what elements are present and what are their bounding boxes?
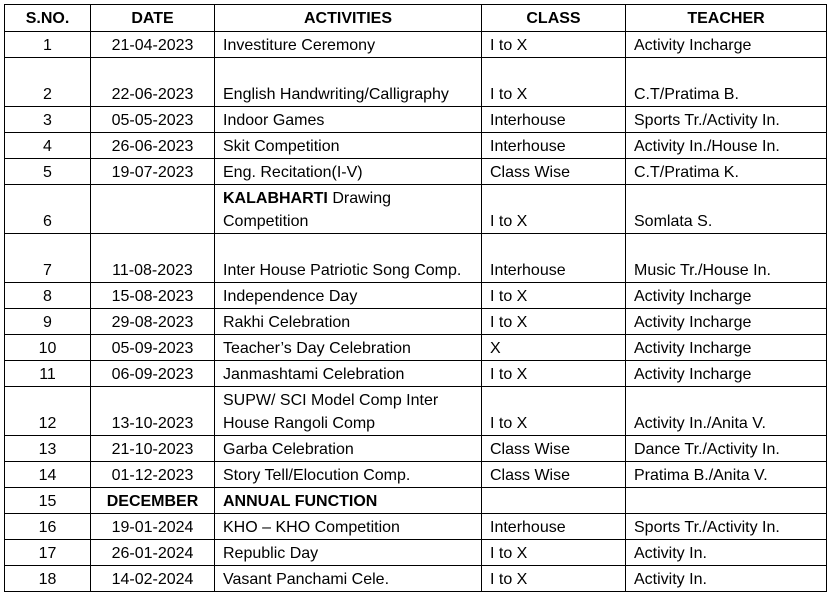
- activity-text: Inter House Patriotic Song Comp.: [223, 262, 462, 279]
- cell-teacher: Activity In.: [626, 540, 827, 566]
- cell-teacher: Somlata S.: [626, 185, 827, 234]
- cell-date: 19-01-2024: [91, 514, 215, 540]
- activity-text: Vasant Panchami Cele.: [223, 571, 390, 588]
- cell-date: 05-05-2023: [91, 107, 215, 133]
- cell-class: Interhouse: [482, 133, 626, 159]
- header-class: CLASS: [482, 5, 626, 32]
- header-sno: S.NO.: [5, 5, 91, 32]
- cell-activity: [215, 436, 482, 462]
- cell-sno: 10: [5, 335, 91, 361]
- cell-date: 05-09-2023: [91, 335, 215, 361]
- cell-sno: 3: [5, 107, 91, 133]
- cell-activity: [215, 58, 482, 107]
- cell-date: 11-08-2023: [91, 234, 215, 283]
- cell-date: 15-08-2023: [91, 283, 215, 309]
- cell-sno: 14: [5, 462, 91, 488]
- cell-date: 26-01-2024: [91, 540, 215, 566]
- cell-activity: [215, 234, 482, 283]
- cell-class: X: [482, 335, 626, 361]
- cell-teacher: [626, 488, 827, 514]
- header-date: DATE: [91, 5, 215, 32]
- cell-teacher: Sports Tr./Activity In.: [626, 514, 827, 540]
- activity-text: Drawing Competition: [223, 190, 392, 230]
- activity-text: Eng. Recitation(I-V): [223, 164, 363, 181]
- table-row: [5, 566, 827, 592]
- cell-date: 01-12-2023: [91, 462, 215, 488]
- cell-sno: 9: [5, 309, 91, 335]
- cell-date: DECEMBER: [91, 488, 215, 514]
- activity-text: English Handwriting/Calligraphy: [223, 86, 449, 103]
- cell-sno: 16: [5, 514, 91, 540]
- activity-text: Indoor Games: [223, 112, 325, 129]
- activity-calendar-table: [4, 4, 827, 592]
- cell-teacher: Activity In./House In.: [626, 133, 827, 159]
- cell-sno: 7: [5, 234, 91, 283]
- cell-activity: [215, 309, 482, 335]
- cell-date: 22-06-2023: [91, 58, 215, 107]
- table-row: [5, 361, 827, 387]
- cell-date: 29-08-2023: [91, 309, 215, 335]
- cell-date: 13-10-2023: [91, 387, 215, 436]
- header-teacher: TEACHER: [626, 5, 827, 32]
- cell-teacher: Activity Incharge: [626, 283, 827, 309]
- cell-teacher: Activity In.: [626, 566, 827, 592]
- cell-activity: [215, 32, 482, 58]
- cell-sno: 5: [5, 159, 91, 185]
- cell-class: Class Wise: [482, 436, 626, 462]
- activity-text: Garba Celebration: [223, 441, 354, 458]
- activity-text: SUPW/ SCI Model Comp Inter House Rangoli Comp: [223, 392, 439, 432]
- table-row: [5, 436, 827, 462]
- cell-date: [91, 185, 215, 234]
- cell-class: Class Wise: [482, 462, 626, 488]
- cell-teacher: Activity Incharge: [626, 32, 827, 58]
- activity-text: Republic Day: [223, 545, 319, 562]
- header-row: [5, 5, 827, 32]
- cell-class: I to X: [482, 58, 626, 107]
- cell-class: I to X: [482, 566, 626, 592]
- table-row: [5, 133, 827, 159]
- cell-date: 26-06-2023: [91, 133, 215, 159]
- cell-date: 21-10-2023: [91, 436, 215, 462]
- cell-class: [482, 488, 626, 514]
- cell-teacher: Music Tr./House In.: [626, 234, 827, 283]
- cell-date: 19-07-2023: [91, 159, 215, 185]
- cell-teacher: C.T/Pratima B.: [626, 58, 827, 107]
- table-row: [5, 32, 827, 58]
- cell-activity: [215, 540, 482, 566]
- activity-text: Janmashtami Celebration: [223, 366, 405, 383]
- cell-sno: 15: [5, 488, 91, 514]
- cell-date: 06-09-2023: [91, 361, 215, 387]
- cell-class: Interhouse: [482, 514, 626, 540]
- cell-teacher: Pratima B./Anita V.: [626, 462, 827, 488]
- cell-class: Interhouse: [482, 107, 626, 133]
- cell-sno: 1: [5, 32, 91, 58]
- table-row: [5, 309, 827, 335]
- table-row: [5, 283, 827, 309]
- cell-class: Interhouse: [482, 234, 626, 283]
- table-row: [5, 234, 827, 283]
- cell-activity: [215, 335, 482, 361]
- cell-activity: [215, 566, 482, 592]
- cell-teacher: Activity Incharge: [626, 361, 827, 387]
- cell-teacher: Sports Tr./Activity In.: [626, 107, 827, 133]
- cell-teacher: Dance Tr./Activity In.: [626, 436, 827, 462]
- cell-class: I to X: [482, 387, 626, 436]
- cell-teacher: Activity Incharge: [626, 335, 827, 361]
- activity-text: Rakhi Celebration: [223, 314, 351, 331]
- cell-activity: [215, 283, 482, 309]
- cell-sno: 18: [5, 566, 91, 592]
- table-row: [5, 159, 827, 185]
- table-row: [5, 107, 827, 133]
- cell-date: 21-04-2023: [91, 32, 215, 58]
- cell-date: 14-02-2024: [91, 566, 215, 592]
- activity-text: Independence Day: [223, 288, 358, 305]
- cell-class: Class Wise: [482, 159, 626, 185]
- cell-sno: 12: [5, 387, 91, 436]
- table-row: [5, 488, 827, 514]
- activity-bold-text: ANNUAL FUNCTION: [223, 493, 378, 510]
- cell-teacher: Activity In./Anita V.: [626, 387, 827, 436]
- cell-teacher: C.T/Pratima K.: [626, 159, 827, 185]
- cell-activity: [215, 185, 482, 234]
- activity-text: Story Tell/Elocution Comp.: [223, 467, 411, 484]
- table-row: [5, 514, 827, 540]
- cell-sno: 11: [5, 361, 91, 387]
- table-row: [5, 185, 827, 234]
- table-row: [5, 335, 827, 361]
- cell-sno: 13: [5, 436, 91, 462]
- cell-sno: 2: [5, 58, 91, 107]
- cell-activity: [215, 107, 482, 133]
- table-row: [5, 387, 827, 436]
- cell-sno: 17: [5, 540, 91, 566]
- cell-sno: 6: [5, 185, 91, 234]
- cell-activity: [215, 514, 482, 540]
- cell-sno: 4: [5, 133, 91, 159]
- table-row: [5, 540, 827, 566]
- table-row: [5, 58, 827, 107]
- cell-class: I to X: [482, 32, 626, 58]
- activity-text: KHO – KHO Competition: [223, 519, 400, 536]
- cell-activity: [215, 133, 482, 159]
- cell-activity: [215, 488, 482, 514]
- cell-class: I to X: [482, 361, 626, 387]
- header-activities: ACTIVITIES: [215, 5, 482, 32]
- cell-activity: [215, 462, 482, 488]
- cell-activity: [215, 361, 482, 387]
- activity-text: Teacher’s Day Celebration: [223, 340, 411, 357]
- table-row: [5, 462, 827, 488]
- cell-teacher: Activity Incharge: [626, 309, 827, 335]
- cell-class: I to X: [482, 283, 626, 309]
- activity-bold-text: KALABHARTI: [223, 190, 328, 207]
- cell-class: I to X: [482, 540, 626, 566]
- cell-class: I to X: [482, 309, 626, 335]
- activity-text: Investiture Ceremony: [223, 37, 376, 54]
- cell-sno: 8: [5, 283, 91, 309]
- cell-class: I to X: [482, 185, 626, 234]
- cell-activity: [215, 387, 482, 436]
- activity-text: Skit Competition: [223, 138, 340, 155]
- cell-activity: [215, 159, 482, 185]
